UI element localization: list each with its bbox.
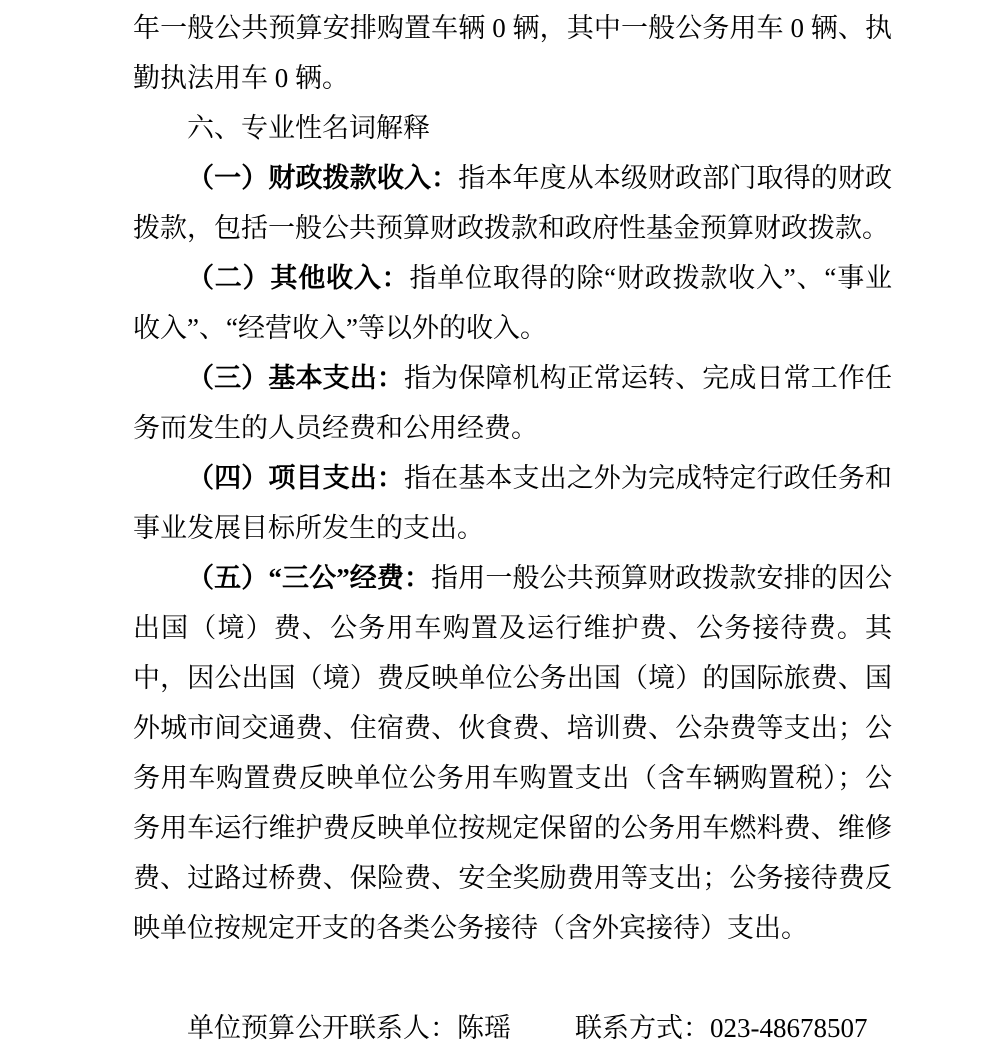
section-heading: 六、专业性名词解释 [187,113,430,143]
definition-lead: （三）基本支出： [187,363,404,393]
definition-body: 指在基本支出之外为完成特定行政任务和事业发展目标所发生的支出。 [133,463,893,543]
definition-paragraph-5 [133,553,892,953]
definition-paragraph-3 [133,353,892,453]
definition-paragraph-1 [133,153,892,253]
definition-body: 指用一般公共预算财政拨款安排的因公出国（境）费、公务用车购置及运行维护费、公务接待费。其中，因公出国（境）费反映单位公务出国（境）的国际旅费、国外城市间交通费、住宿费、伙食费、培训费、公杂费等支出；公务用车购置费反映单位公务用车购置支出（含车辆购置税）；公务用车运行维护费反映单位按规定保留的公务用车燃料费、维修费、过路过桥费、保险费、安全奖励费用等支出；公务接待费反映单位按规定开支的各类公务接待（含外宾接待）支出。 [133,563,893,943]
contact-person-name: 陈瑶 [457,1013,511,1043]
contact-phone-label: 联系方式： [575,1013,710,1043]
intro-paragraph: 年一般公共预算安排购置车辆 0 辆，其中一般公务用车 0 辆、执勤执法用车 0 辆。 [133,13,892,93]
definition-lead: （二）其他收入： [187,263,410,293]
definition-body: 指单位取得的除“财政拨款收入”、“事业收入”、“经营收入”等以外的收入。 [133,263,893,343]
contact-person-label: 单位预算公开联系人： [187,1013,457,1043]
contact-phone-group [575,1003,868,1053]
contact-line [133,1003,892,1053]
definition-paragraph-2 [133,253,892,353]
definition-lead: （五）“三公”经费： [187,563,432,593]
contact-phone-number: 023-48678507 [710,1013,868,1043]
definition-body: 指本年度从本级财政部门取得的财政拨款，包括一般公共预算财政拨款和政府性基金预算财政拨款。 [133,163,893,243]
definition-paragraph-4 [133,453,892,553]
definition-lead: （一）财政拨款收入： [187,163,459,193]
definition-lead: （四）项目支出： [187,463,404,493]
definition-body: 指为保障机构正常运转、完成日常工作任务而发生的人员经费和公用经费。 [133,363,893,443]
